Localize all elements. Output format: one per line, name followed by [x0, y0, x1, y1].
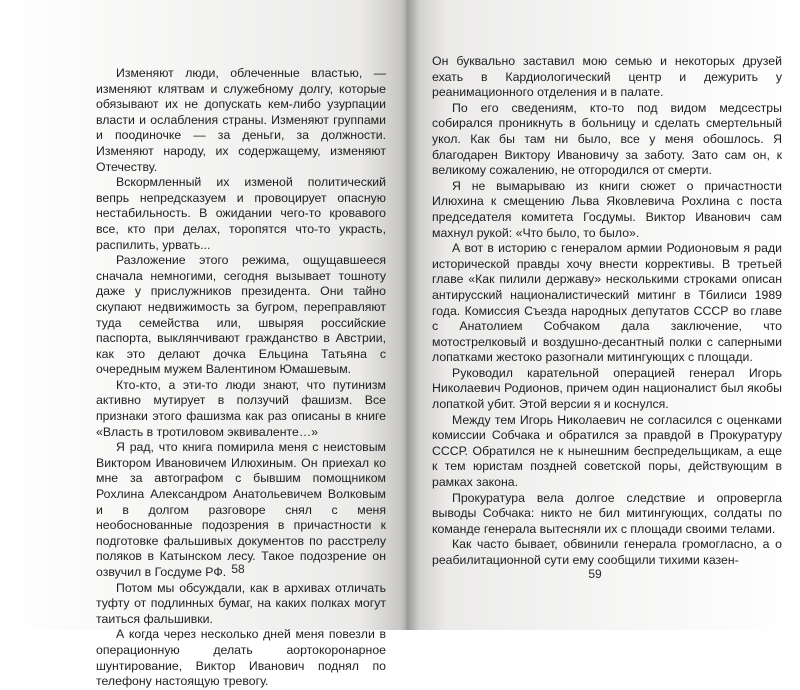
paragraph: А вот в историю с генералом армии Родионовым я ради исторической правды хочу внести коррективы. В третьей главе «Как пилили державу» несколькими строками описан антирусский националистический митинг в Тбилиси 1989 года. Комиссия Съезда народных депутатов СССР во главе с Анатолием Собчаком дала заключение, что мотострелковый и воздушно-десантный полки с саперными лопатками жестоко разогнали митингующих с площади.	[432, 241, 782, 365]
paragraph: Потом мы обсуждали, как в архивах отличать туфту от подлинных бумаг, на каких полках могут таиться фальшивки.	[96, 580, 386, 626]
paragraph: Изменяют люди, облеченные властью, — изменяют клятвам и служебному долгу, которые обязывают их не допускать кем-либо узурпации власти и ослабления страны. Изменяют группами и поодиночке — за деньги, за должности. Изменяют народу, их содержащему, изменяют Отечеству.	[96, 66, 386, 174]
page-number-left: 58	[231, 562, 245, 576]
right-page	[408, 0, 800, 630]
paragraph: Руководил карательной операцией генерал Игорь Николаевич Родионов, причем один националист был якобы лопаткой убит. Этой версии я и коснулся.	[432, 365, 782, 412]
paragraph: Я не вымарываю из книги сюжет о причастности Илюхина к смещению Льва Яковлевича Рохлина с поста председателя комитета Госдумы. Виктор Иванович сам махнул рукой: «Что было, то было».	[432, 178, 782, 240]
paragraph: Разложение этого режима, ощущавшееся сначала немногими, сегодня вызывает тошноту даже у прислужников президента. Они тайно скупают недвижимость за бугром, переправляют туда семейства или, швыряя российские паспорта, выклянчивают гражданство в Австрии, как это делают дочка Ельцина Татьяна с очередным мужем Валентином Юмашевым.	[96, 253, 386, 377]
left-page-text	[96, 66, 386, 690]
paragraph: Как часто бывает, обвинили генерала громогласно, а о реабилитационной сути ему сообщили тихими казен-	[432, 537, 782, 567]
paragraph: По его сведениям, кто-то под видом медсестры собирался проникнуть в больницу и сделать смертельный укол. Как бы там ни было, все у меня обошлось. Я благодарен Виктору Ивановичу за заботу. Зато сам он, к великому сожалению, не отгородился от смерти.	[432, 100, 782, 178]
right-page-text	[432, 54, 782, 569]
paragraph: Прокуратура вела долгое следствие и опровергла выводы Собчака: никто не бил митингующих, солдаты по команде генерала вытесняли их с площади своими телами.	[432, 490, 782, 536]
paragraph: Между тем Игорь Николаевич не согласился с оценками комиссии Собчака и обратился за правдой в Прокуратуру СССР. Обратился не к нынешним беспредельщикам, а еще к тем юристам поздней советской поры, действующим в рамках закона.	[432, 412, 782, 490]
page-number-right: 59	[588, 567, 602, 581]
paragraph: Вскормленный их изменой политический вепрь непредсказуем и провоцирует опасную нестабильность. В ожидании чего-то кровавого все, кто при делах, торопятся что-то украсть, распилить, урвать...	[96, 175, 386, 252]
paragraph: Кто-кто, а эти-то люди знают, что путинизм активно мутирует в ползучий фашизм. Все признаки этого фашизма как раз описаны в книге «Власть в тротиловом эквиваленте…»	[96, 377, 386, 439]
paragraph-continuation: Он буквально заставил мою семью и некоторых друзей ехать в Кардиологический центр и дежурить у реанимационного отделения и в палате.	[432, 54, 782, 100]
paragraph: А когда через несколько дней меня повезли в операционную делать аортокоронарное шунтирование, Виктор Иванович поднял по телефону настоящую тревогу.	[96, 627, 386, 689]
paragraph: Я рад, что книга помирила меня с неистовым Виктором Ивановичем Илюхиным. Он приехал ко мне за автографом с бывшим помощником Рохлина Александром Анатольевичем Волковым и в долгом разговоре снял с меня необоснованные подозрения в причастности к подготовке фальшивых документов по расстрелу поляков в Катынском лесу. Такое подозрение он озвучил в Госдуме РФ.	[96, 440, 386, 579]
